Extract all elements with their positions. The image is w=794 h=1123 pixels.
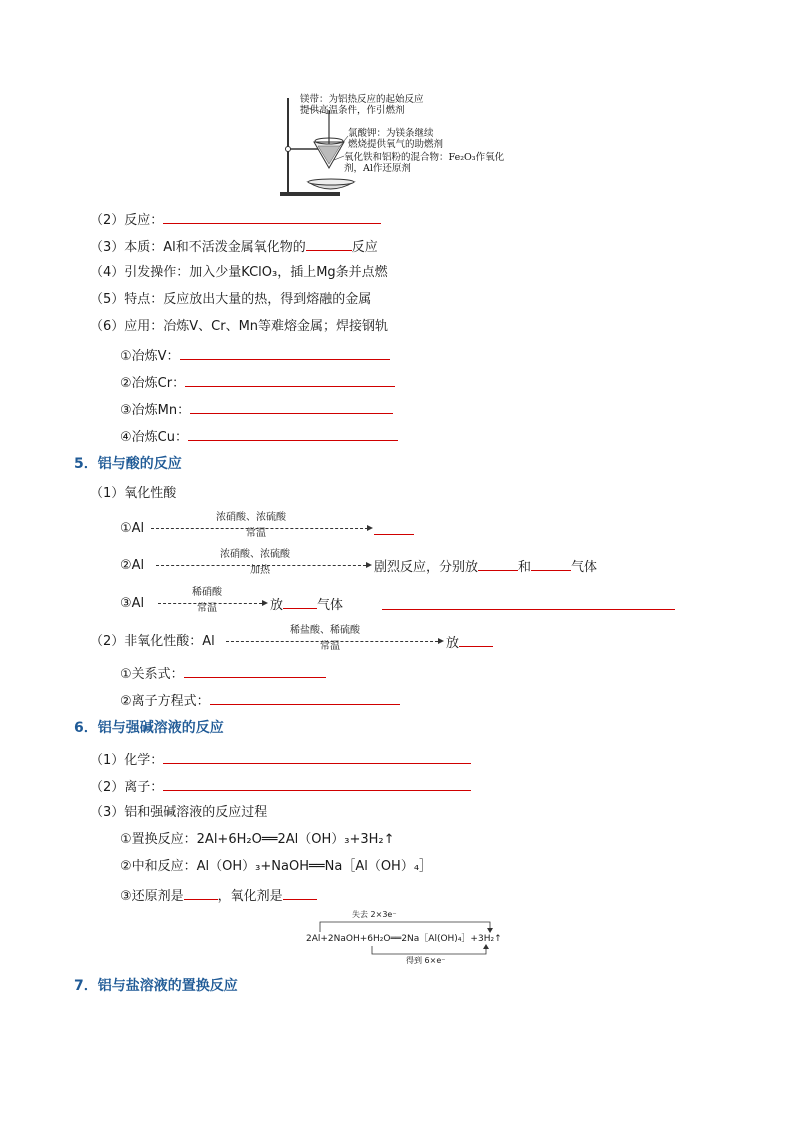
lose-electrons-label: 失去 2×3e⁻	[352, 910, 397, 919]
r2-arrowhead	[366, 562, 372, 568]
smelt-cu	[120, 426, 398, 448]
essence-suffix: 反应	[351, 240, 378, 255]
r2-text2: 和	[518, 560, 532, 575]
relation-label: ①关系式：	[120, 667, 184, 682]
smelt-mn-label: ③冶炼Mn：	[120, 403, 191, 418]
r2-condition-bottom: 加热	[250, 565, 270, 576]
p2-condition-top: 稀盐酸、稀硫酸	[290, 625, 360, 636]
r1-arrowhead	[367, 525, 373, 531]
answer-blank[interactable]	[184, 663, 326, 678]
electron-transfer-equation: 2Al+2NaOH+6H₂O══2Na［Al(OH)₄］+3H₂↑	[306, 934, 502, 944]
answer-blank[interactable]	[531, 556, 571, 571]
r2-arrow-line	[156, 565, 366, 566]
ionic-equation	[120, 690, 400, 712]
thermite-item-3	[90, 236, 378, 258]
answer-blank[interactable]	[184, 885, 218, 900]
answer-blank[interactable]	[190, 399, 393, 414]
thermite-item-5: （5）特点：反应放出大量的热，得到熔融的金属	[90, 292, 372, 307]
answer-blank[interactable]	[163, 776, 471, 791]
p2-text: 放	[446, 636, 460, 651]
r3-al: ③Al	[120, 596, 145, 611]
p2-result	[446, 632, 493, 654]
mg-label-line2: 提供高温条件，作引燃剂	[300, 105, 405, 116]
answer-blank[interactable]	[459, 632, 493, 647]
non-oxidizing-acid-heading: （2）非氧化性酸：Al	[90, 634, 215, 649]
oxidizing-agent-label: ，氧化剂是	[217, 889, 283, 904]
step-displacement: ①置换反应：2Al+6H₂O══2Al（OH）₃+3H₂↑	[120, 832, 395, 847]
thermite-item-6: （6）应用：冶炼V、Cr、Mn等难熔金属；焊接钢轨	[90, 319, 389, 334]
step-neutralization: ②中和反应：Al（OH）₃+NaOH══Na［Al（OH）₄］	[120, 859, 433, 874]
kclo3-label-line2: 燃烧提供氧气的助燃剂	[348, 139, 444, 150]
thermite-item-4: （4）引发操作：加入少量KClO₃，插上Mg条并点燃	[90, 265, 388, 280]
answer-blank[interactable]	[163, 209, 381, 224]
r3-condition-bottom: 常温	[197, 603, 217, 614]
ion-equation	[90, 776, 471, 798]
chem-equation-label: （1）化学：	[90, 753, 164, 768]
answer-blank[interactable]	[185, 372, 395, 387]
smelt-v	[120, 345, 390, 367]
reducing-agent-label: ③还原剂是	[120, 889, 184, 904]
electron-transfer-diagram	[300, 908, 510, 968]
r1-arrow-line	[151, 528, 368, 529]
chem-equation	[90, 749, 471, 771]
answer-blank[interactable]	[163, 749, 471, 764]
section-5-title: 5．铝与酸的反应	[74, 456, 182, 472]
smelt-v-label: ①冶炼V：	[120, 349, 180, 364]
thermite-apparatus-figure	[278, 92, 538, 200]
ionic-equation-label: ②离子方程式：	[120, 694, 210, 709]
r2-al: ②Al	[120, 558, 145, 573]
smelt-cr-label: ②冶炼Cr：	[120, 376, 186, 391]
r2-condition-top: 浓硝酸、浓硫酸	[220, 549, 290, 560]
answer-blank[interactable]	[374, 520, 414, 535]
gain-electrons-label: 得到 6×e⁻	[406, 956, 446, 965]
essence-label: （3）本质：Al和不活泼金属氧化物的	[90, 240, 306, 255]
p2-arrowhead	[438, 638, 444, 644]
answer-blank[interactable]	[382, 595, 675, 610]
smelt-cr	[120, 372, 395, 394]
mixture-label-line1: 氧化铁和铝粉的混合物：Fe₂O₃作氧化	[344, 152, 505, 163]
reaction-label: （2）反应：	[90, 213, 164, 228]
answer-blank[interactable]	[180, 345, 390, 360]
smelt-cu-label: ④冶炼Cu：	[120, 430, 188, 445]
ion-equation-label: （2）离子：	[90, 780, 164, 795]
r1-condition-top: 浓硝酸、浓硫酸	[216, 512, 286, 523]
section-6-title: 6．铝与强碱溶液的反应	[74, 720, 224, 736]
answer-blank[interactable]	[188, 426, 398, 441]
kclo3-label-line1: 氯酸钾：为镁条继续	[348, 128, 434, 139]
r1-al: ①Al	[120, 521, 145, 536]
r1-condition-bottom: 常温	[246, 528, 266, 539]
r3-text1: 放	[270, 598, 284, 613]
r2-text1: 剧烈反应，分别放	[374, 560, 479, 575]
answer-blank[interactable]	[210, 690, 400, 705]
answer-blank[interactable]	[478, 556, 518, 571]
smelt-mn	[120, 399, 393, 421]
r3-result	[270, 594, 343, 616]
mg-label-line1: 镁带：为铝热反应的起始反应	[300, 94, 424, 105]
answer-blank[interactable]	[283, 594, 317, 609]
answer-blank[interactable]	[283, 885, 317, 900]
answer-blank[interactable]	[306, 236, 352, 251]
p2-arrow-line	[226, 641, 438, 642]
thermite-item-2	[90, 209, 381, 231]
p2-condition-bottom: 常温	[320, 641, 340, 652]
r2-result	[374, 556, 597, 578]
r3-condition-top: 稀硝酸	[192, 587, 222, 598]
r3-arrowhead	[262, 600, 268, 606]
r3-arrow-line	[158, 603, 262, 604]
section-7-title: 7．铝与盐溶液的置换反应	[74, 978, 238, 994]
relation	[120, 663, 326, 685]
r3-text2: 气体	[317, 598, 344, 613]
r2-text3: 气体	[571, 560, 598, 575]
step-agents	[120, 885, 317, 907]
mixture-label-line2: 剂，Al作还原剂	[344, 163, 411, 174]
process-heading: （3）铝和强碱溶液的反应过程	[90, 805, 268, 820]
oxidizing-acid-heading: （1）氧化性酸	[90, 486, 177, 501]
